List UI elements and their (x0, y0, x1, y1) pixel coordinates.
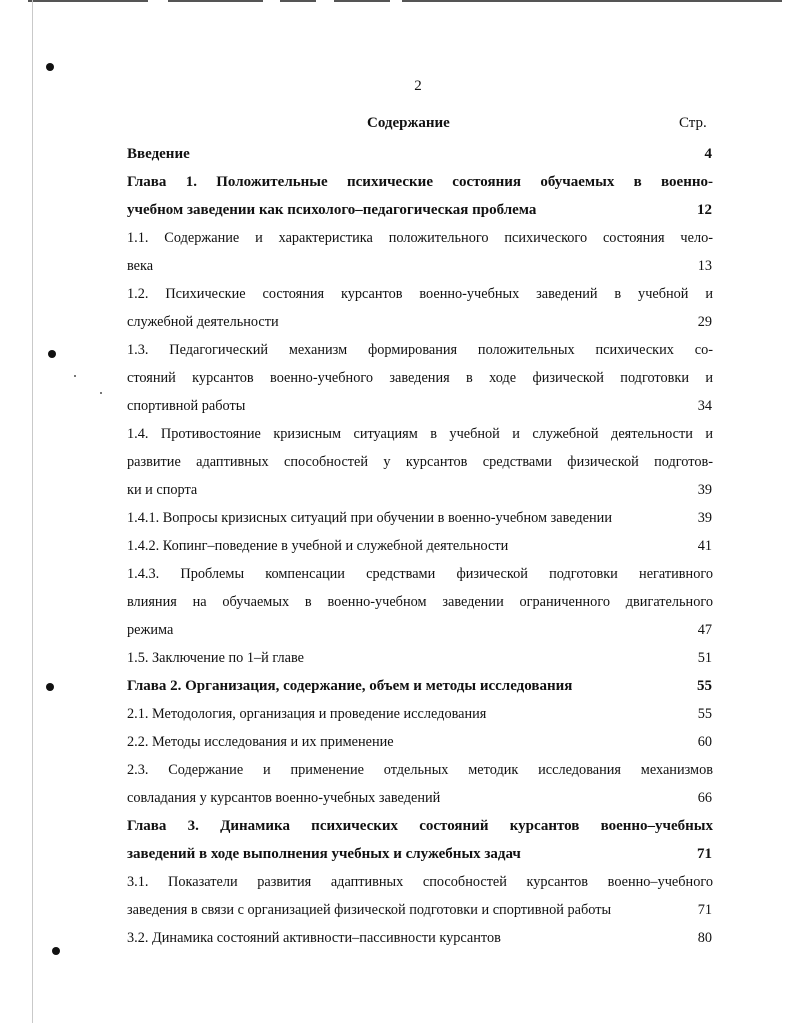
toc-page-number: 41 (697, 538, 712, 554)
toc-entry-line (127, 840, 713, 868)
toc-entry-text: 1.4. Противостояние кризисным ситуациям в учебной и служебной деятельности и (127, 426, 713, 442)
toc-entry-text: 2.2. Методы исследования и их применение (127, 734, 394, 750)
toc-page-number: 39 (697, 482, 712, 498)
toc-entry-text: совладания у курсантов военно-учебных заведений (127, 790, 441, 806)
toc-entry-text: заведения в связи с организацией физической подготовки и спортивной работы (127, 902, 612, 918)
toc-entry-text: 1.5. Заключение по 1–й главе (127, 650, 305, 666)
toc-entry-line (127, 896, 713, 924)
toc-entry-line (127, 560, 713, 588)
toc-entry-line (127, 784, 713, 812)
scan-speck (100, 392, 102, 394)
toc-entry-text: 2.1. Методология, организация и проведение исследования (127, 706, 487, 722)
toc-entry-line (127, 868, 713, 896)
punch-hole-mark (52, 947, 60, 955)
toc-entry-text: века (127, 258, 154, 274)
toc-page-number: 29 (697, 314, 712, 330)
toc-entry-line (127, 420, 713, 448)
toc-entry-line (127, 336, 713, 364)
toc-entry-line (127, 924, 713, 952)
toc-entry-line (127, 812, 713, 840)
toc-entry-text: влияния на обучаемых в военно-учебном заведении ограниченного двигательного (127, 594, 713, 610)
toc-entry-text: 1.4.2. Копинг–поведение в учебной и служебной деятельности (127, 538, 509, 554)
toc-entry-text: 1.2. Психические состояния курсантов военно-учебных заведений в учебной и (127, 286, 713, 302)
scan-speck (74, 375, 76, 377)
toc-page-number: 34 (697, 398, 712, 414)
toc-entry-line (127, 224, 713, 252)
toc-page-number: 39 (697, 510, 712, 526)
toc-entry-text: Введение (127, 146, 190, 162)
toc-entry-line (127, 392, 713, 420)
toc-page-number: 71 (697, 902, 712, 918)
toc-page-number: 47 (697, 622, 712, 638)
toc-entry-text: 3.1. Показатели развития адаптивных способностей курсантов военно–учебного (127, 874, 713, 890)
toc-entry-text: заведений в ходе выполнения учебных и служебных задач (127, 846, 521, 862)
toc-entry-line (127, 700, 713, 728)
toc-entry-text: 1.1. Содержание и характеристика положительного психического состояния чело- (127, 230, 713, 246)
toc-entry-text: 1.4.1. Вопросы кризисных ситуаций при обучении в военно-учебном заведении (127, 510, 612, 526)
toc-entry-line (127, 532, 713, 560)
toc-entry-line (127, 252, 713, 280)
toc-entry-line (127, 364, 713, 392)
toc-entry-line (127, 616, 713, 644)
toc-entry-text: 1.4.3. Проблемы компенсации средствами физической подготовки негативного (127, 566, 713, 582)
toc-page-number: 60 (697, 734, 712, 750)
toc-page-number: 4 (704, 146, 712, 162)
toc-entry-line (127, 196, 713, 224)
toc-title: Содержание (367, 115, 450, 131)
toc-entry-text: Глава 1. Положительные психические состояния обучаемых в военно- (127, 174, 713, 190)
toc-entry-line (127, 756, 713, 784)
toc-entry-line (127, 672, 713, 700)
toc-entry-text: режима (127, 622, 174, 638)
toc-entry-line (127, 476, 713, 504)
toc-page-number: 80 (697, 930, 712, 946)
page-column-label: Стр. (679, 115, 707, 131)
toc-entry-text: Глава 3. Динамика психических состояний курсантов военно–учебных (127, 818, 713, 834)
page-number: 2 (414, 78, 422, 94)
toc-entry-text: служебной деятельности (127, 314, 279, 330)
toc-entry-text: стояний курсантов военно-учебного заведения в ходе физической подготовки и (127, 370, 713, 386)
toc-entry-line (127, 448, 713, 476)
toc-entry-text: ки и спорта (127, 482, 198, 498)
toc-entry-line (127, 728, 713, 756)
toc-entry-text: развитие адаптивных способностей у курсантов средствами физической подготов- (127, 454, 713, 470)
toc-entry-line (127, 280, 713, 308)
toc-entry-line (127, 140, 713, 168)
table-of-contents (127, 140, 713, 952)
toc-entry-text: Глава 2. Организация, содержание, объем и методы исследования (127, 678, 573, 694)
toc-entry-text: 2.3. Содержание и применение отдельных методик исследования механизмов (127, 762, 713, 778)
toc-entry-line (127, 644, 713, 672)
toc-entry-text: 3.2. Динамика состояний активности–пассивности курсантов (127, 930, 501, 946)
toc-page-number: 12 (697, 202, 712, 218)
toc-page-number: 66 (697, 790, 712, 806)
toc-page-number: 55 (697, 678, 712, 694)
toc-entry-line (127, 504, 713, 532)
toc-page-number: 55 (697, 706, 712, 722)
toc-entry-text: учебном заведении как психолого–педагогическая проблема (127, 202, 537, 218)
punch-hole-mark (46, 63, 54, 71)
scan-left-edge (32, 0, 33, 1023)
punch-hole-mark (46, 683, 54, 691)
toc-entry-line (127, 588, 713, 616)
toc-entry-text: 1.3. Педагогический механизм формирования положительных психических со- (127, 342, 713, 358)
punch-hole-mark (48, 350, 56, 358)
toc-entry-line (127, 308, 713, 336)
toc-page-number: 13 (697, 258, 712, 274)
toc-page-number: 51 (697, 650, 712, 666)
toc-page-number: 71 (697, 846, 712, 862)
scan-top-edge (28, 0, 768, 3)
toc-entry-line (127, 168, 713, 196)
toc-entry-text: спортивной работы (127, 398, 246, 414)
